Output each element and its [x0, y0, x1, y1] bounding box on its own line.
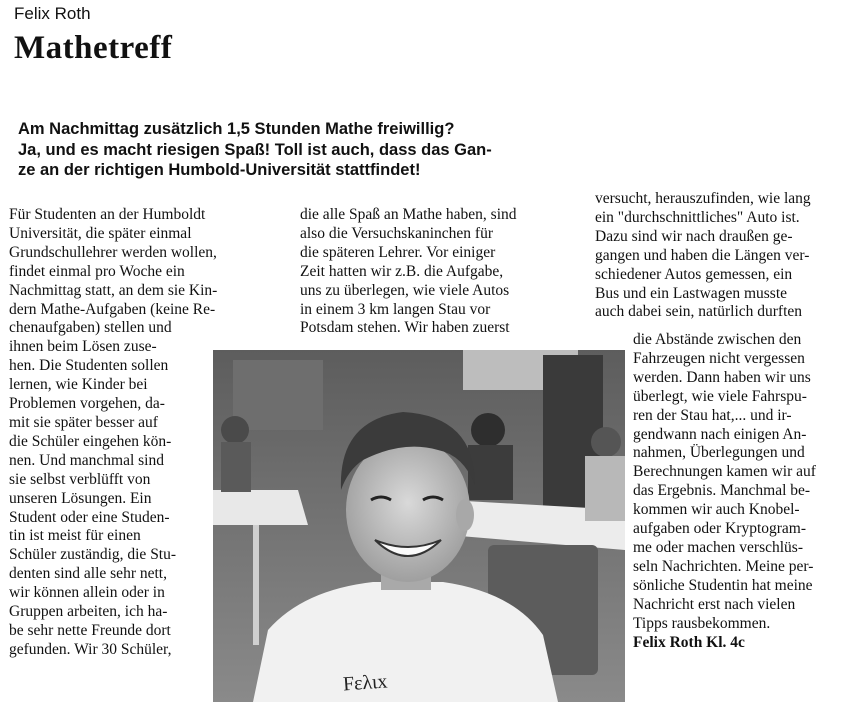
lead-line: ze an der richtigen Humbold-Universität stattfindet! — [18, 161, 421, 179]
text-line: gendwann nach einigen An- — [633, 425, 807, 443]
text-line: Tipps rausbekommen. — [633, 614, 771, 632]
kid-body — [585, 456, 625, 521]
text-line: kommen wir auch Knobel- — [633, 501, 800, 519]
lead-paragraph — [18, 119, 578, 181]
text-line: die Abstände zwischen den — [633, 331, 802, 348]
text-line: Potsdam stehen. Wir haben zuerst — [300, 319, 510, 337]
text-line: schiedener Autos gemessen, ein — [595, 265, 793, 283]
text-line: Bus und ein Lastwagen musste — [595, 284, 788, 302]
table-left — [213, 490, 308, 525]
byline: Felix Roth — [14, 4, 91, 23]
text-line: Zeit hatten wir z.B. die Aufgabe, — [300, 262, 504, 280]
text-line: lernen, wie Kinder bei — [9, 376, 148, 394]
text-line: Nachmittag statt, an dem sie Kin- — [9, 281, 218, 299]
column-3-lower — [633, 331, 816, 652]
text-line: Fahrzeugen nicht vergessen — [633, 349, 805, 367]
text-line: die späteren Lehrer. Vor einiger — [300, 243, 496, 261]
text-line: tin ist meist für einen — [9, 527, 141, 545]
text-line: ren der Stau hat,... und ir- — [633, 406, 792, 424]
text-line: nen. Und manchmal sind — [9, 451, 164, 469]
boy-face — [346, 438, 470, 582]
text-line: uns zu überlegen, wie viele Autos — [300, 281, 510, 299]
text-line: dern Mathe-Aufgaben (keine Re- — [9, 300, 216, 318]
boy-ear — [456, 499, 474, 531]
text-line: Student oder eine Studen- — [9, 508, 170, 526]
text-line: Universität, die später einmal — [9, 224, 192, 242]
window-frame — [233, 360, 323, 430]
text-line: in einem 3 km langen Stau vor — [300, 300, 491, 318]
text-line: gangen und haben die Längen ver- — [595, 246, 810, 264]
text-line: sönliche Studentin hat meine — [633, 576, 813, 594]
text-line: ihnen beim Lösen zuse- — [9, 338, 157, 356]
shirt-lettering: Fελιx — [342, 670, 389, 696]
text-line: das Ergebnis. Manchmal be- — [633, 482, 811, 500]
text-line: Dazu sind wir nach draußen ge- — [595, 227, 793, 245]
kid-body — [468, 445, 513, 500]
signature: Felix Roth Kl. 4c — [633, 633, 745, 651]
headline: Mathetreff — [14, 30, 173, 66]
kid-head — [471, 413, 505, 447]
text-line: auch dabei sein, natürlich durften — [595, 303, 803, 321]
photo-illustration — [213, 350, 625, 702]
text-line: überlegt, wie viele Fahrspu- — [633, 387, 807, 405]
text-line: wir können allein oder in — [9, 584, 165, 602]
text-line: seln Nachrichten. Meine per- — [633, 557, 814, 575]
text-line: unseren Lösungen. Ein — [9, 489, 152, 507]
column-1 — [9, 206, 217, 660]
text-line: also die Versuchskaninchen für — [300, 224, 493, 242]
text-line: Berechnungen kamen wir auf — [633, 463, 816, 481]
text-line: nahmen, Überlegungen und — [633, 444, 805, 462]
text-line: me oder machen verschlüs- — [633, 538, 804, 556]
text-line: Problemen vorgehen, da- — [9, 395, 165, 413]
text-line: Gruppen arbeiten, ich ha- — [9, 603, 168, 621]
kid-head — [591, 427, 621, 457]
table-leg — [253, 525, 259, 645]
text-line: gefunden. Wir 30 Schüler, — [9, 640, 172, 658]
text-line: die alle Spaß an Mathe haben, sind — [300, 206, 517, 223]
text-line: hen. Die Studenten sollen — [9, 357, 169, 375]
kid-body — [221, 442, 251, 492]
text-line: Schüler zuständig, die Stu- — [9, 546, 177, 564]
classroom-photo — [213, 350, 625, 702]
text-line: denten sind alle sehr nett, — [9, 565, 167, 583]
text-line: Nachricht erst nach vielen — [633, 595, 796, 613]
text-line: chenaufgaben) stellen und — [9, 319, 172, 337]
text-line: findet einmal pro Woche ein — [9, 262, 185, 280]
kid-head — [221, 416, 249, 444]
text-line: Für Studenten an der Humboldt — [9, 206, 206, 223]
text-line: werden. Dann haben wir uns — [633, 368, 811, 386]
text-line: mit sie später besser auf — [9, 413, 158, 431]
text-line: ein "durchschnittliches" Auto ist. — [595, 208, 800, 226]
text-line: die Schüler eingehen kön- — [9, 432, 172, 450]
text-line: versucht, herauszufinden, wie lang — [595, 190, 811, 207]
column-3-upper — [595, 190, 811, 322]
lead-line: Ja, und es macht riesigen Spaß! Toll ist auch, dass das Gan- — [18, 140, 492, 159]
text-line: aufgaben oder Kryptogram- — [633, 520, 807, 538]
lead-line: Am Nachmittag zusätzlich 1,5 Stunden Mathe freiwillig? — [18, 120, 455, 138]
text-line: sie selbst verblüfft von — [9, 470, 151, 488]
column-2 — [300, 206, 517, 338]
text-line: be sehr nette Freunde dort — [9, 621, 171, 639]
text-line: Grundschullehrer werden wollen, — [9, 243, 217, 261]
